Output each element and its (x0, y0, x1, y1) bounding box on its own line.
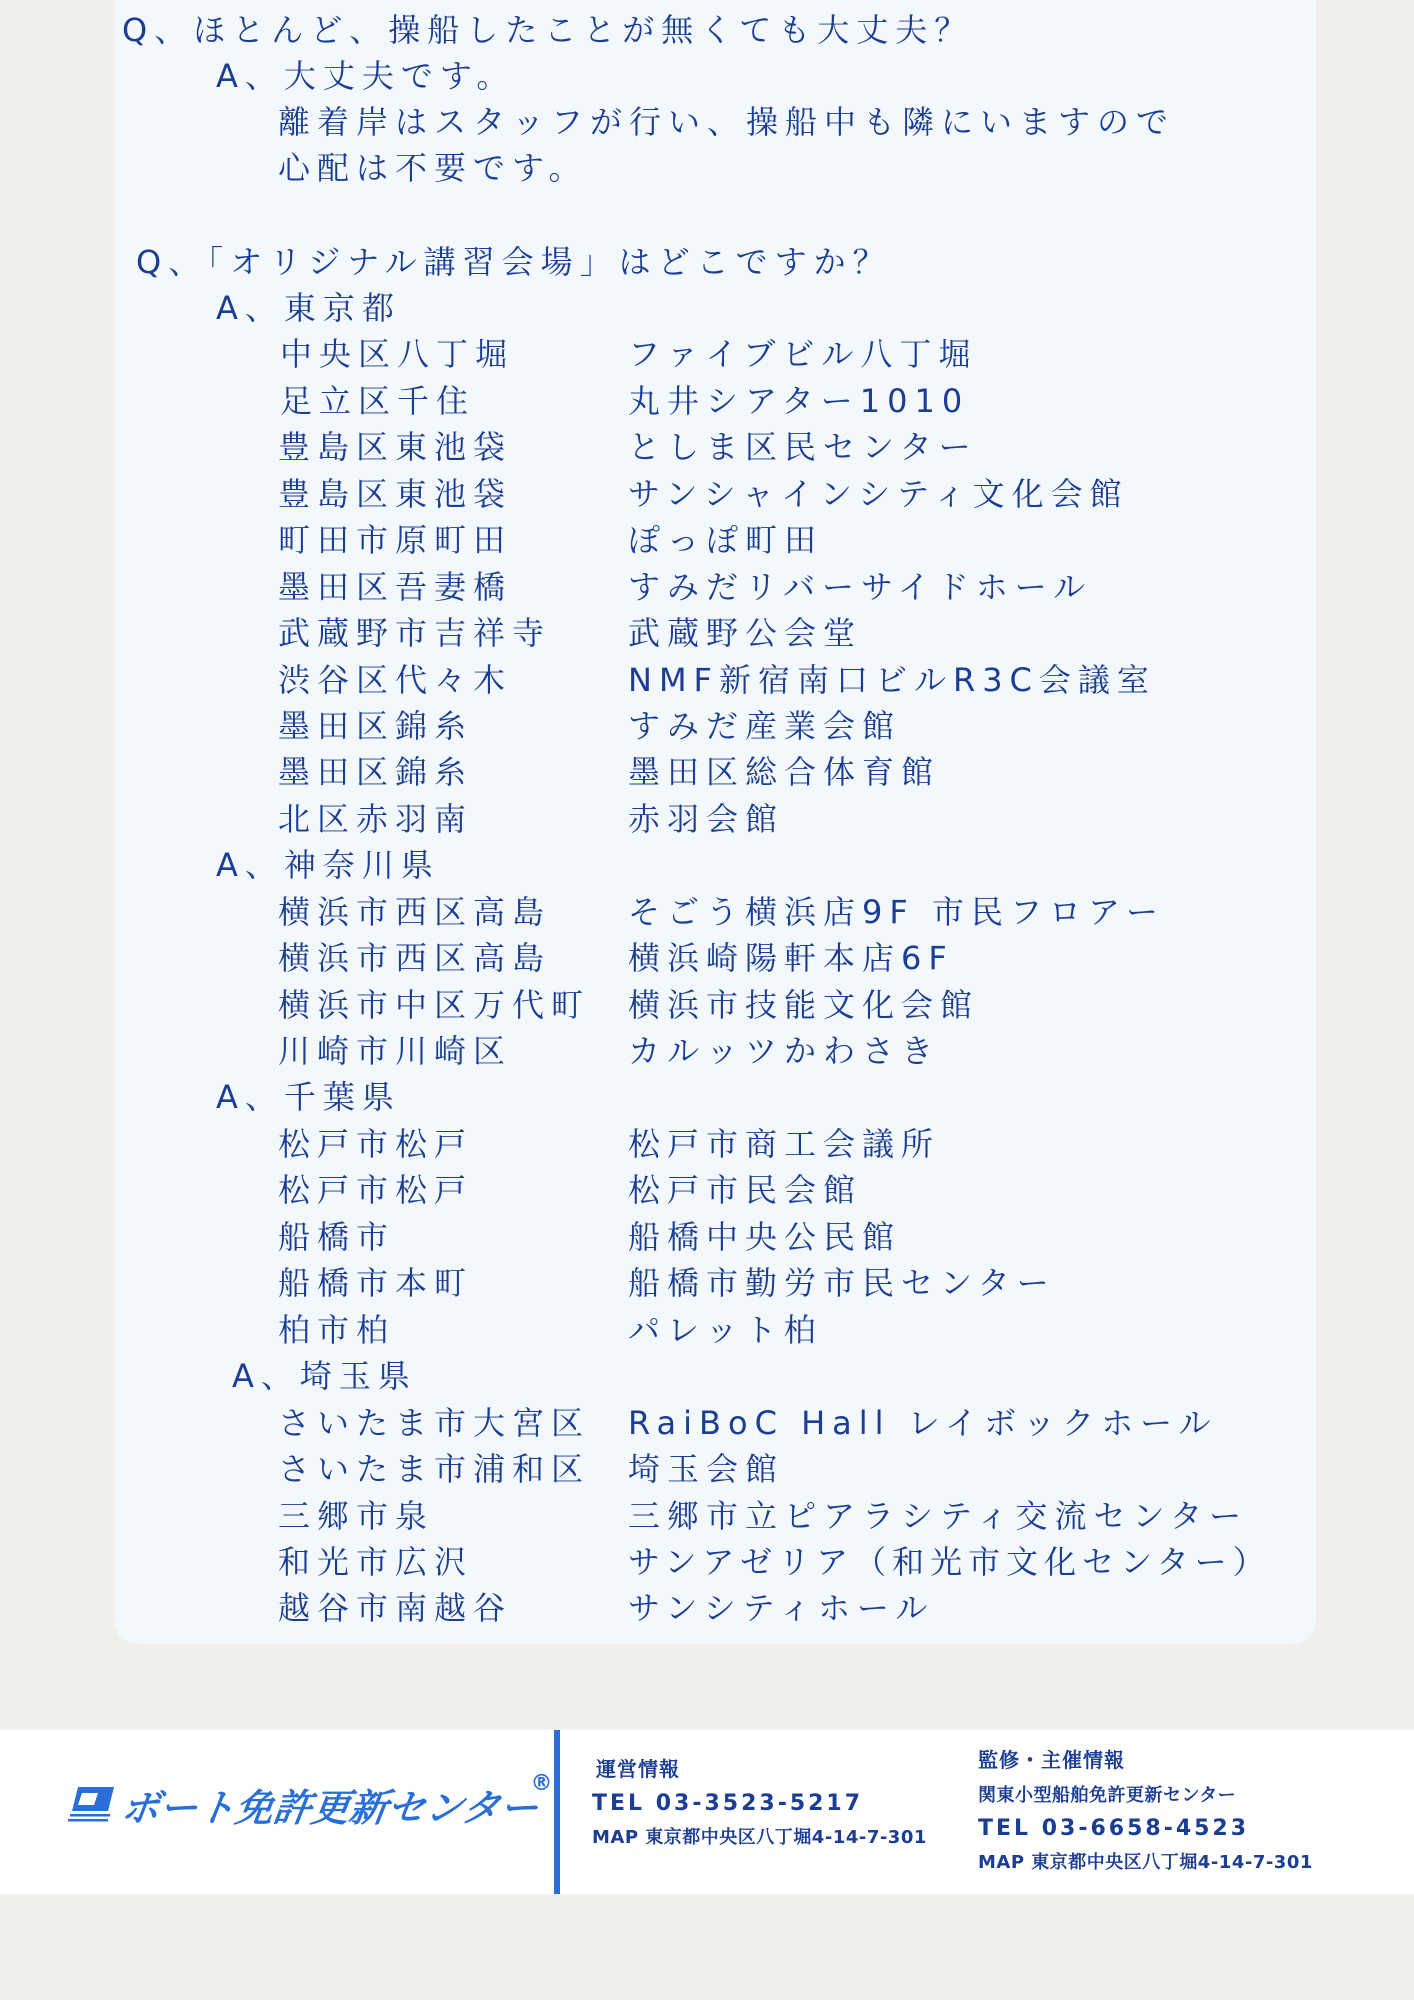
venue-name: すみだリバーサイドホール (628, 568, 1093, 606)
venue-name: 埼玉会館 (628, 1450, 785, 1488)
supervisor-tel[interactable]: TEL 03-6658-4523 (978, 1816, 1250, 1841)
venue-name: 墨田区総合体育館 (628, 753, 941, 791)
venue-name: 船橋市勤労市民センター (628, 1264, 1056, 1302)
region-heading-chiba: A、千葉県 (216, 1078, 401, 1116)
boat-logo-icon (68, 1785, 116, 1823)
venue-name: パレット柏 (628, 1311, 823, 1349)
footer (0, 1730, 1414, 1894)
venue-name: そごう横浜店9F 市民フロアー (628, 893, 1165, 931)
supervisor-heading: 監修・主催情報 (978, 1748, 1125, 1772)
venue-name: ファイブビル八丁堀 (628, 335, 978, 373)
brand-logo[interactable] (68, 1770, 553, 1834)
venue-name: 三郷市立ピアラシティ交流センター (628, 1497, 1249, 1535)
venue-name: 武蔵野公会堂 (628, 614, 863, 652)
venue-area: 和光市広沢 (278, 1543, 474, 1581)
venue-area: 船橋市 (278, 1218, 396, 1256)
venue-name: サンシティホール (628, 1589, 935, 1627)
brand-logo-text: ボート免許更新センター (118, 1785, 542, 1830)
venue-area: 墨田区錦糸 (278, 707, 474, 745)
venue-name: サンアゼリア（和光市文化センター） (628, 1543, 1271, 1581)
faq-answer-1-line-2: 離着岸はスタッフが行い、操船中も隣にいますので (278, 103, 1176, 141)
faq-question-2: Q、「オリジナル講習会場」はどこですか？ (136, 243, 892, 281)
operator-heading: 運営情報 (596, 1757, 680, 1781)
venue-area: 松戸市松戸 (278, 1125, 474, 1163)
supervisor-org: 関東小型船舶免許更新センター (978, 1785, 1237, 1806)
venue-area: 墨田区吾妻橋 (278, 568, 513, 606)
supervisor-map[interactable]: MAP 東京都中央区八丁堀4-14-7-301 (978, 1852, 1313, 1873)
venue-area: 豊島区東池袋 (278, 475, 513, 513)
venue-area: 町田市原町田 (278, 521, 513, 559)
footer-divider (554, 1730, 560, 1894)
venue-area: 武蔵野市吉祥寺 (278, 614, 552, 652)
venue-area: 渋谷区代々木 (278, 661, 513, 699)
venue-area: さいたま市浦和区 (278, 1450, 591, 1488)
venue-area: 横浜市中区万代町 (278, 986, 591, 1024)
venue-area: 墨田区錦糸 (278, 753, 474, 791)
venue-area: 船橋市本町 (278, 1264, 474, 1302)
venue-name: RaiBoC Hall レイボックホール (628, 1404, 1218, 1442)
venue-area: さいたま市大宮区 (278, 1404, 591, 1442)
venue-name: 丸井シアター1010 (628, 382, 970, 420)
venue-area: 北区赤羽南 (278, 800, 474, 838)
faq-card (114, 0, 1316, 1644)
faq-question-1: Q、ほとんど、操船したことが無くても大丈夫？ (122, 11, 974, 49)
venue-area: 中央区八丁堀 (280, 335, 515, 373)
venue-area: 川崎市川崎区 (278, 1032, 513, 1070)
venue-name: 松戸市商工会議所 (628, 1125, 941, 1163)
venue-name: 船橋中央公民館 (628, 1218, 902, 1256)
venue-area: 豊島区東池袋 (278, 428, 513, 466)
faq-answer-1-line-1: A、大丈夫です。 (216, 57, 516, 95)
venue-name: カルッツかわさき (628, 1032, 941, 1070)
venue-name: としま区民センター (628, 428, 978, 466)
venue-area: 横浜市西区高島 (278, 893, 552, 931)
venue-area: 松戸市松戸 (278, 1171, 474, 1209)
venue-name: ぽっぽ町田 (628, 521, 824, 559)
venue-name: 横浜崎陽軒本店6F (628, 939, 954, 977)
operator-map[interactable]: MAP 東京都中央区八丁堀4-14-7-301 (592, 1827, 927, 1848)
venue-name: サンシャインシティ文化会館 (628, 475, 1129, 513)
venue-area: 横浜市西区高島 (278, 939, 552, 977)
region-heading-kanagawa: A、神奈川県 (216, 846, 440, 884)
venue-name: 松戸市民会館 (628, 1171, 863, 1209)
operator-tel[interactable]: TEL 03-3523-5217 (592, 1791, 864, 1816)
faq-answer-1-line-3: 心配は不要です。 (278, 149, 588, 187)
venue-name: すみだ産業会館 (628, 707, 902, 745)
venue-area: 越谷市南越谷 (278, 1589, 513, 1627)
venue-area: 三郷市泉 (278, 1497, 435, 1535)
region-heading-saitama: A、埼玉県 (232, 1357, 417, 1395)
venue-name: NMF新宿南口ビルR3C会議室 (628, 661, 1156, 699)
venue-area: 足立区千住 (280, 382, 476, 420)
region-heading-tokyo: A、東京都 (216, 289, 401, 327)
registered-mark: ® (530, 1770, 553, 1796)
venue-name: 横浜市技能文化会館 (628, 986, 980, 1024)
venue-area: 柏市柏 (278, 1311, 396, 1349)
venue-name: 赤羽会館 (628, 800, 785, 838)
